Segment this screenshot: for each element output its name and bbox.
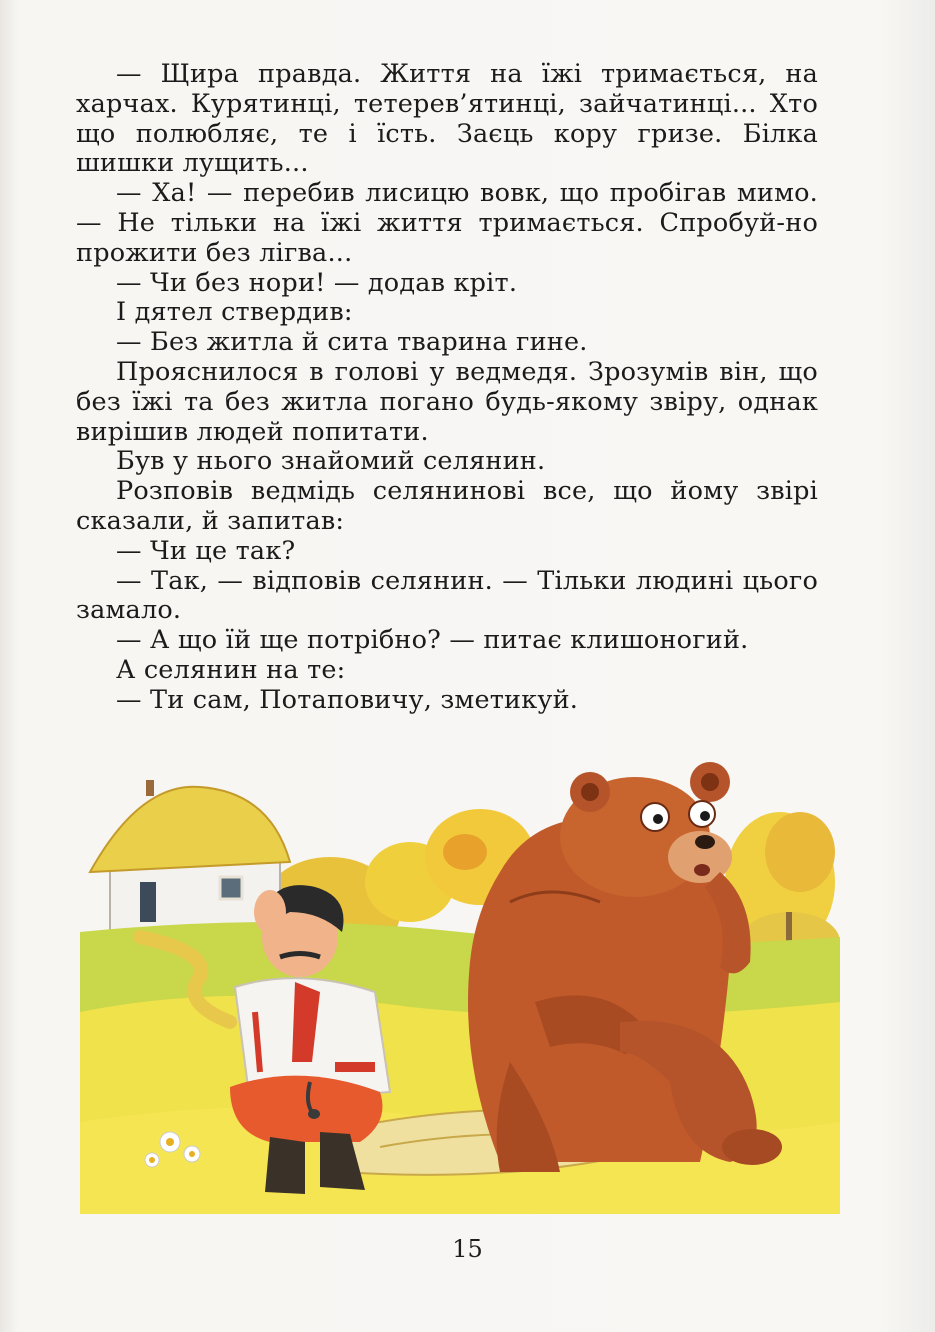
paragraph: — Щира правда. Життя на їжі тримається, на харчах. Курятинці, тетерев’ятинці, зайчатинці... Хто що полюбляє, те і їсть. Заєць кору гризе. Білка шишки лущить... — [76, 59, 818, 179]
paragraph: Розповів ведмідь селянинові все, що йому звірі сказали, й запитав: — [76, 476, 818, 536]
page-number: 15 — [452, 1235, 483, 1263]
paragraph: І дятел ствердив: — [116, 297, 353, 328]
bear-and-peasant-illustration — [80, 762, 840, 1214]
paragraph: — Чи без нори! — додав кріт. — [116, 267, 518, 298]
paragraph: — Чи це так? — [116, 535, 296, 566]
paragraph: — А що їй ще потрібно? — питає клишоногий. — [116, 625, 749, 656]
paragraph: Прояснилося в голові у ведмедя. Зрозумів він, що без їжі та без житла погано будь-якому звіру, однак вирішив людей попитати. — [76, 356, 818, 447]
paragraph: — Так, — відповів селянин. — Тільки людині цього замало. — [76, 565, 818, 626]
paragraph: — Ха! — перебив лисицю вовк, що пробігав мимо. — Не тільки на їжі життя тримається. Спробуй-но прожити без лігва... — [76, 178, 818, 268]
paragraph: А селянин на те: — [116, 654, 346, 685]
story-text — [76, 60, 818, 716]
paragraph: — Без житла й сита тварина гине. — [116, 327, 588, 358]
paragraph: — Ти сам, Потаповичу, зметикуй. — [116, 684, 579, 715]
paragraph: Був у нього знайомий селянин. — [116, 446, 546, 477]
